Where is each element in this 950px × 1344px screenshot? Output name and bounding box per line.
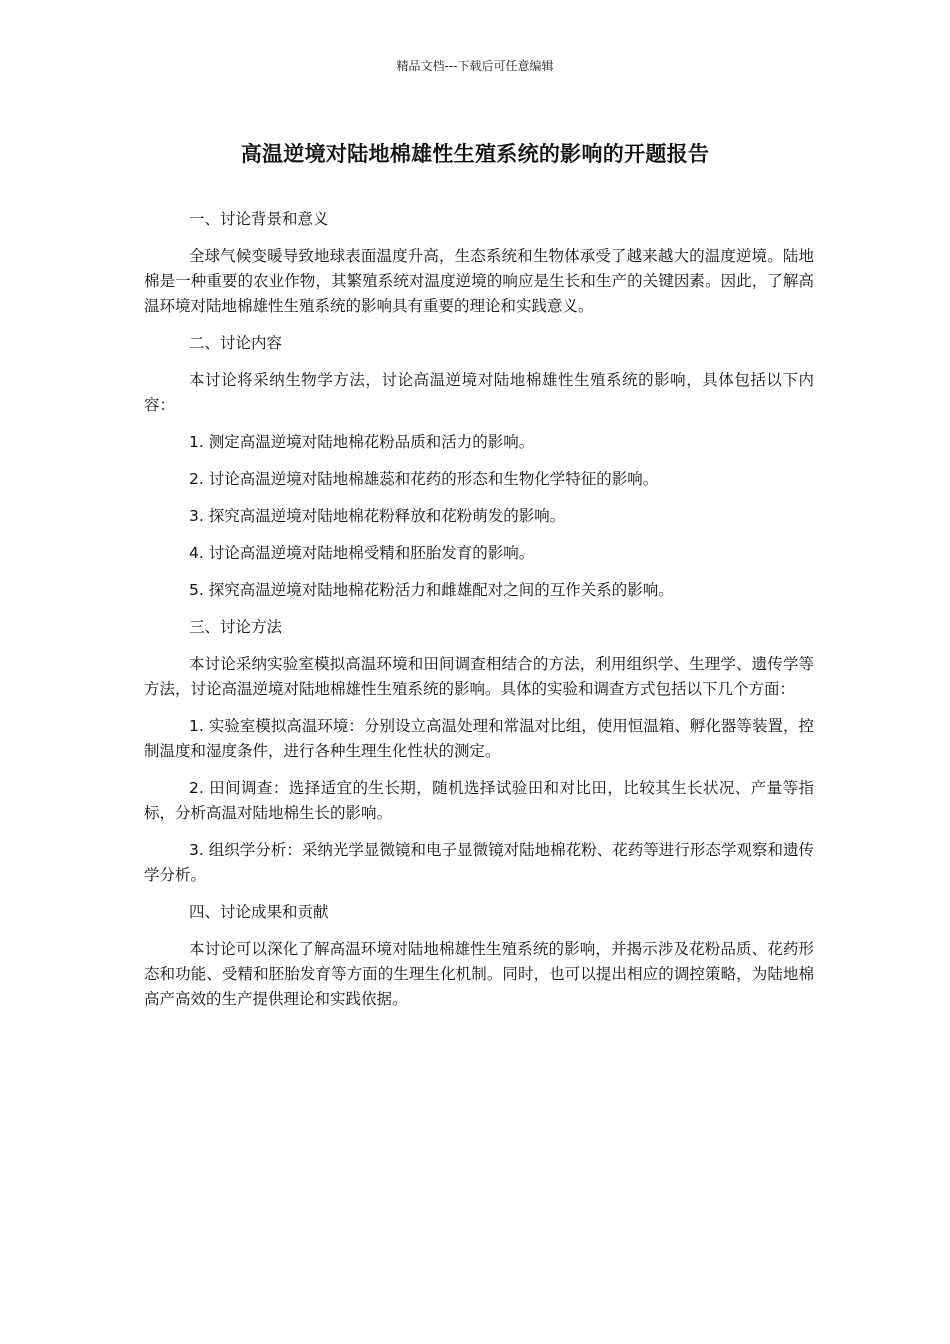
- list-item: 3. 探究高温逆境对陆地棉花粉释放和花粉萌发的影响。: [189, 507, 566, 525]
- document-body: [144, 207, 814, 1024]
- paragraph-methods-intro: 本讨论采纳实验室模拟高温环境和田间调查相结合的方法，利用组织学、生理学、遗传学等方法，讨论高温逆境对陆地棉雄性生殖系统的影响。具体的实验和调查方式包括以下几个方面：: [144, 655, 814, 698]
- paragraph-results: 本讨论可以深化了解高温环境对陆地棉雄性生殖系统的影响，并揭示涉及花粉品质、花药形态和功能、受精和胚胎发育等方面的生理生化机制。同时，也可以提出相应的调控策略，为陆地棉高产高效的生产提供理论和实践依据。: [144, 940, 814, 1008]
- paragraph-content-intro: 本讨论将采纳生物学方法，讨论高温逆境对陆地棉雄性生殖系统的影响，具体包括以下内容：: [144, 371, 814, 414]
- page-header: 精品文档---下载后可任意编辑: [396, 59, 554, 73]
- list-item: 5. 探究高温逆境对陆地棉花粉活力和雌雄配对之间的互作关系的影响。: [189, 581, 674, 599]
- section-heading-methods: 三、讨论方法: [189, 618, 283, 636]
- document-title: 高温逆境对陆地棉雄性生殖系统的影响的开题报告: [240, 142, 710, 166]
- paragraph-background: 全球气候变暖导致地球表面温度升高，生态系统和生物体承受了越来越大的温度逆境。陆地棉是一种重要的农业作物，其繁殖系统对温度逆境的响应是生长和生产的关键因素。因此，了解高温环境对陆地棉雄性生殖系统的影响具有重要的理论和实践意义。: [144, 247, 814, 315]
- section-heading-content: 二、讨论内容: [189, 334, 283, 352]
- list-item: 3. 组织学分析：采纳光学显微镜和电子显微镜对陆地棉花粉、花药等进行形态学观察和遗传学分析。: [144, 841, 814, 884]
- list-item: 1. 测定高温逆境对陆地棉花粉品质和活力的影响。: [189, 433, 535, 451]
- section-heading-results: 四、讨论成果和贡献: [189, 903, 329, 921]
- list-item: 1. 实验室模拟高温环境：分别设立高温处理和常温对比组，使用恒温箱、孵化器等装置，控制温度和湿度条件，进行各种生理生化性状的测定。: [144, 717, 814, 760]
- list-item: 2. 田间调查：选择适宜的生长期，随机选择试验田和对比田，比较其生长状况、产量等指标，分析高温对陆地棉生长的影响。: [144, 779, 814, 822]
- list-item: 4. 讨论高温逆境对陆地棉受精和胚胎发育的影响。: [189, 544, 535, 562]
- list-item: 2. 讨论高温逆境对陆地棉雄蕊和花药的形态和生物化学特征的影响。: [189, 470, 659, 488]
- section-heading-background: 一、讨论背景和意义: [189, 210, 329, 228]
